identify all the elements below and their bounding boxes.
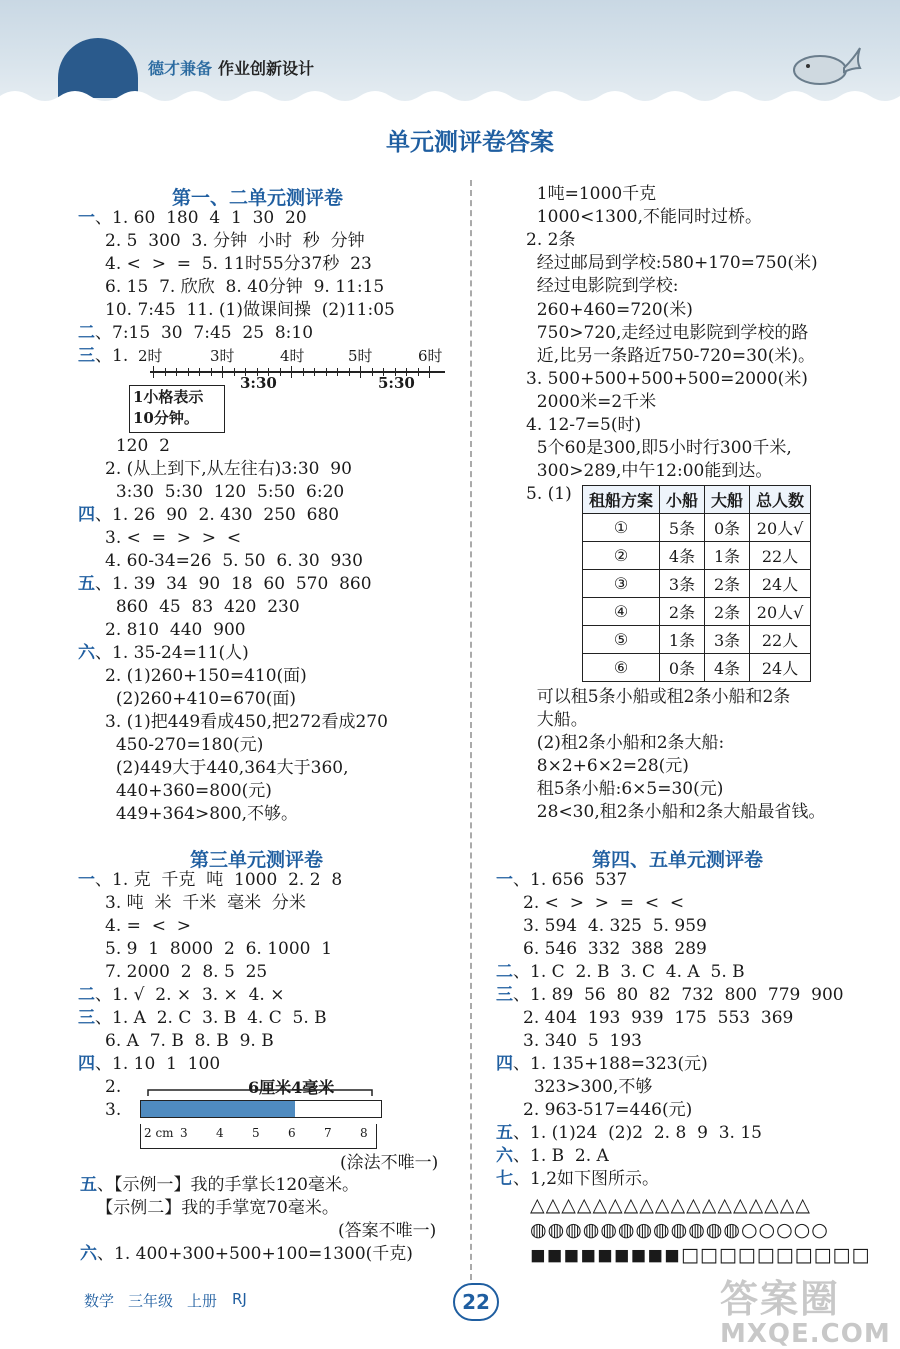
answer-text: 2. 963-517=446(元) <box>496 1100 693 1120</box>
answer-text: 、1. <box>95 346 129 366</box>
answer-line <box>80 1197 339 1220</box>
timeline-label: 5时 <box>348 347 373 365</box>
answer-line: 3. 500+500+500+500=2000(米) <box>526 368 808 389</box>
answer-line <box>78 711 388 734</box>
answer-line <box>78 458 352 481</box>
answer-line <box>78 299 395 322</box>
table-row <box>583 570 811 598</box>
timeline-minor-tick <box>176 368 177 376</box>
answer-line <box>78 322 313 345</box>
footer-volume: 上册 <box>187 1292 218 1310</box>
question-number: 二 <box>496 962 513 982</box>
timeline-minor-tick <box>211 368 212 376</box>
timeline-minor-tick <box>349 368 350 376</box>
answer-text: 、1. (1)24 (2)2 2. 8 9 3. 15 <box>513 1123 762 1143</box>
answer-line <box>496 1007 793 1030</box>
answer-line <box>78 734 263 757</box>
answer-text: 、1. A 2. C 3. B 4. C 5. B <box>95 1008 327 1028</box>
answer-text: 860 45 83 420 230 <box>78 597 300 617</box>
answer-line <box>78 1030 274 1053</box>
table-cell: 2条 <box>705 570 750 598</box>
answer-text: 120 2 <box>78 436 170 456</box>
timeline-minor-tick <box>188 368 189 376</box>
ruler-bracket <box>146 1086 376 1098</box>
answer-line <box>78 435 170 458</box>
ruler-length-label: 6厘米4毫米 <box>248 1078 335 1097</box>
answer-text: 3:30 5:30 120 5:50 6:20 <box>78 482 345 502</box>
question-number: 一 <box>496 870 513 890</box>
answer-line <box>78 803 298 826</box>
answer-text: 3. 吨 米 千米 毫米 分米 <box>78 893 306 913</box>
table-cell: 24人 <box>750 654 811 682</box>
footer-edition: RJ <box>232 1290 247 1308</box>
answer-line <box>80 1243 413 1266</box>
table-cell: 22人 <box>750 626 811 654</box>
table-header: 租船方案 <box>583 486 660 514</box>
answer-line <box>496 1030 642 1053</box>
answer-line: 300>289,中午12:00能到达。 <box>526 461 773 482</box>
note-answer-not-unique: (答案不唯一) <box>338 1221 437 1241</box>
answer-line <box>78 1053 220 1076</box>
answer-line: 大船。 <box>526 710 588 730</box>
question-number: 六 <box>80 1244 97 1264</box>
watermark: 答案圈 MXQE.COM <box>720 1277 891 1349</box>
answer-line <box>78 869 342 892</box>
answer-line <box>78 915 191 938</box>
timeline-minor-tick <box>280 368 281 376</box>
answer-line <box>496 961 745 984</box>
table-header: 总人数 <box>750 486 811 514</box>
boat-rental-table <box>582 485 811 682</box>
timeline-minor-tick <box>372 368 373 376</box>
question-number: 六 <box>496 1146 513 1166</box>
table-cell: 4条 <box>705 654 750 682</box>
section-title-unit-1-2: 第一、二单元测评卷 <box>172 187 344 209</box>
answer-line <box>78 984 284 1007</box>
timeline-label: 3时 <box>210 347 235 365</box>
table-cell: 3条 <box>705 626 750 654</box>
triangle-row: △△△△△△△△△△△△△△△△△△ <box>530 1194 812 1216</box>
question-number: 五 <box>496 1123 513 1143</box>
table-cell: 0条 <box>705 514 750 542</box>
answer-line <box>496 1053 708 1076</box>
answer-line: 5个60是300,即5小时行300千米, <box>526 438 792 459</box>
answer-line: 经过电影院到学校: <box>526 276 679 297</box>
answer-line: 近,比另一条路近750-720=30(米)。 <box>526 345 815 366</box>
answer-line: 1000<1300,不能同时过桥。 <box>526 207 762 228</box>
table-cell: ⑤ <box>583 626 660 654</box>
timeline-axis <box>150 371 445 373</box>
answer-line <box>78 345 128 368</box>
answer-line <box>78 688 296 711</box>
table-cell: 20人√ <box>750 514 811 542</box>
timeline-label: 4时 <box>280 347 305 365</box>
ruler-mark: 5 <box>252 1126 260 1140</box>
table-cell: 3条 <box>660 570 705 598</box>
table-cell: ② <box>583 542 660 570</box>
waves-decoration <box>0 82 900 105</box>
answer-line <box>80 1174 359 1197</box>
timeline-minor-tick <box>199 368 200 376</box>
answer-text: 6. 546 332 388 289 <box>496 939 707 959</box>
answer-text: 、【示例一】我的手掌长120毫米。 <box>97 1175 359 1195</box>
column-divider <box>470 180 472 1280</box>
page-title: 单元测评卷答案 <box>386 128 554 156</box>
timeline-minor-tick <box>165 368 166 376</box>
answer-text: 、1. 39 34 90 18 60 570 860 <box>95 574 372 594</box>
timeline-minor-tick <box>418 368 419 376</box>
answer-text: (2)260+410=670(面) <box>78 689 297 709</box>
answer-text: 2. 810 440 900 <box>78 620 246 640</box>
question-number: 三 <box>78 346 95 366</box>
answer-line <box>78 596 300 619</box>
ruler-mark: 7 <box>324 1126 332 1140</box>
question-number: 六 <box>78 643 95 663</box>
table-header: 大船 <box>705 486 750 514</box>
answer-line: 750>720,走经过电影院到学校的路 <box>526 322 809 343</box>
timeline-major-tick <box>153 366 154 378</box>
answer-line <box>496 1145 609 1168</box>
table-row <box>583 598 811 626</box>
ruler-mark: 2 cm <box>144 1126 174 1140</box>
question-number: 七 <box>496 1169 513 1189</box>
answer-line <box>78 504 339 527</box>
answer-text: (2)449大于440,364大于360, <box>78 758 349 778</box>
ruler-bar <box>140 1100 382 1118</box>
timeline-major-tick <box>429 366 430 378</box>
question-number: 四 <box>78 505 95 525</box>
answer-line <box>78 276 384 299</box>
answer-line <box>78 230 365 253</box>
answer-line <box>496 1168 659 1191</box>
answer-text: 2. (从上到下,从左往右)3:30 90 <box>78 459 352 479</box>
answer-line <box>78 1007 327 1030</box>
question-number: 二 <box>78 985 95 1005</box>
answer-text: 3. <box>78 1100 122 1120</box>
timeline-minor-tick <box>303 368 304 376</box>
timeline-minor-tick <box>326 368 327 376</box>
ruler-mark: 8 <box>360 1126 368 1140</box>
answer-line: 4. 12-7=5(时) <box>526 415 642 435</box>
answer-text: 440+360=800(元) <box>78 781 272 801</box>
ruler-shaded <box>141 1101 295 1117</box>
answer-line: (2)租2条小船和2条大船: <box>526 733 725 753</box>
answer-line <box>496 869 627 892</box>
answer-text: 449+364>800,不够。 <box>78 804 299 824</box>
question-number: 五 <box>80 1175 97 1195</box>
brand-title: 德才兼备 作业创新设计 <box>148 59 315 78</box>
question-number: 三 <box>78 1008 95 1028</box>
answer-line <box>78 550 363 573</box>
ruler-mark: 6 <box>288 1126 296 1140</box>
timeline-minor-tick <box>314 368 315 376</box>
timeline-major-tick <box>291 366 292 378</box>
square-row: ◼◼◼◼◼◼◼◼◼□□□□□□□□□□ <box>530 1244 871 1266</box>
answer-line <box>496 915 707 938</box>
answer-line <box>78 938 332 961</box>
answer-text: 6. A 7. B 8. B 9. B <box>78 1031 274 1051</box>
answer-text: 5. 9 1 8000 2 6. 1000 1 <box>78 939 333 959</box>
answer-text: 4. = < > <box>78 916 191 936</box>
answer-text: 、1. 400+300+500+100=1300(千克) <box>97 1244 413 1264</box>
timeline-minor-tick <box>234 368 235 376</box>
question-number: 二 <box>78 323 95 343</box>
timeline-label: 2时 <box>138 347 163 365</box>
question-number: 五 <box>78 574 95 594</box>
answer-line <box>496 892 684 915</box>
answer-line <box>496 1076 652 1099</box>
table-cell: 24人 <box>750 570 811 598</box>
table-row <box>583 626 811 654</box>
answer-line <box>78 619 246 642</box>
answer-line <box>78 961 267 984</box>
answer-line <box>78 1099 121 1122</box>
answer-text: 【示例二】我的手掌宽70毫米。 <box>80 1198 339 1218</box>
table-cell: ③ <box>583 570 660 598</box>
answer-line <box>78 1076 121 1099</box>
answer-text: 10. 7:45 11. (1)做课间操 (2)11:05 <box>78 300 395 320</box>
answer-line: 28<30,租2条小船和2条大船最省钱。 <box>526 802 826 822</box>
footer-subject: 数学 <box>84 1292 115 1310</box>
answer-line: 8×2+6×2=28(元) <box>526 756 689 776</box>
answer-text: 2. 5 300 3. 分钟 小时 秒 分钟 <box>78 231 365 251</box>
circle-row: ◍◍◍◍◍◍◍◍◍◍◍◍○○○○○ <box>530 1219 829 1241</box>
question-number: 四 <box>496 1054 513 1074</box>
answer-line <box>78 642 249 665</box>
answer-line <box>78 665 307 688</box>
table-cell: 1条 <box>660 626 705 654</box>
answer-line <box>78 253 372 276</box>
table-cell: 2条 <box>660 598 705 626</box>
table-cell: ⑥ <box>583 654 660 682</box>
answer-line: 经过邮局到学校:580+170=750(米) <box>526 253 818 274</box>
answer-line <box>78 780 272 803</box>
answer-line <box>78 757 349 780</box>
timeline-major-tick <box>222 366 223 378</box>
answer-text: 4. 60-34=26 5. 50 6. 30 930 <box>78 551 363 571</box>
section-title-unit-4-5: 第四、五单元测评卷 <box>592 849 764 871</box>
table-cell: 20人√ <box>750 598 811 626</box>
answer-text: 2. <box>78 1077 122 1097</box>
answer-line: 5. (1) <box>526 484 572 505</box>
ruler-mark: 4 <box>216 1126 224 1140</box>
answer-text: 、1. 135+188=323(元) <box>513 1054 708 1074</box>
table-row <box>583 514 811 542</box>
ruler-mark: 3 <box>180 1126 188 1140</box>
table-cell: 2条 <box>705 598 750 626</box>
answer-text: 、1. 26 90 2. 430 250 680 <box>95 505 340 525</box>
table-cell: 1条 <box>705 542 750 570</box>
answer-text: 2. < > > = < < <box>496 893 685 913</box>
answer-line <box>78 481 344 504</box>
table-cell: 0条 <box>660 654 705 682</box>
answer-text: 、1. B 2. A <box>513 1146 609 1166</box>
table-cell: ④ <box>583 598 660 626</box>
timeline-marker-label: 5:30 <box>378 374 415 392</box>
answer-line <box>496 938 707 961</box>
timeline-minor-tick <box>337 368 338 376</box>
table-cell: 22人 <box>750 542 811 570</box>
table-cell: ① <box>583 514 660 542</box>
answer-text: 4. < > = 5. 11时55分37秒 23 <box>78 254 372 274</box>
answer-line: 2. 2条 <box>526 230 576 251</box>
answer-line: 租5条小船:6×5=30(元) <box>526 779 724 799</box>
table-cell: 5条 <box>660 514 705 542</box>
answer-line <box>496 984 844 1007</box>
answer-line <box>78 892 306 915</box>
header-banner <box>0 0 900 105</box>
footer-grade: 三年级 <box>128 1292 174 1310</box>
table-row <box>583 542 811 570</box>
question-number: 一 <box>78 870 95 890</box>
whale-icon <box>790 44 862 86</box>
answer-text: 、1. 克 千克 吨 1000 2. 2 8 <box>95 870 343 890</box>
question-number: 一 <box>78 208 95 228</box>
table-row <box>583 654 811 682</box>
table-header: 小船 <box>660 486 705 514</box>
question-number: 四 <box>78 1054 95 1074</box>
answer-text: 、7:15 30 7:45 25 8:10 <box>95 323 314 343</box>
answer-line: 260+460=720(米) <box>526 299 693 320</box>
timeline-major-tick <box>360 366 361 378</box>
answer-line <box>78 207 307 230</box>
answer-text: 3. (1)把449看成450,把272看成270 <box>78 712 388 732</box>
answer-text: 323>300,不够 <box>496 1077 653 1097</box>
answer-text: 3. < = > > < <box>78 528 242 548</box>
answer-text: 、1. 656 537 <box>513 870 628 890</box>
question-number: 三 <box>496 985 513 1005</box>
answer-line <box>496 1099 692 1122</box>
answer-text: 2. (1)260+150=410(面) <box>78 666 307 686</box>
answer-text: 、1,2如下图所示。 <box>513 1169 660 1189</box>
timeline-marker-label: 3:30 <box>240 374 277 392</box>
section-title-unit-3: 第三单元测评卷 <box>190 849 324 871</box>
note-not-unique: (涂法不唯一) <box>340 1153 439 1173</box>
answer-line <box>496 1122 762 1145</box>
answer-text: 6. 15 7. 欣欣 8. 40分钟 9. 11:15 <box>78 277 385 297</box>
answer-text: 450-270=180(元) <box>78 735 264 755</box>
answer-text: 、1. C 2. B 3. C 4. A 5. B <box>513 962 745 982</box>
answer-text: 3. 340 5 193 <box>496 1031 642 1051</box>
answer-line <box>78 527 241 550</box>
answer-text: 3. 594 4. 325 5. 959 <box>496 916 707 936</box>
answer-text: 、1. 10 1 100 <box>95 1054 221 1074</box>
timeline-label: 6时 <box>418 347 443 365</box>
timeline-callout: 1小格表示10分钟。 <box>129 385 225 433</box>
answer-line: 2000米=2千米 <box>526 391 657 412</box>
answer-text: 2. 404 193 939 175 553 369 <box>496 1008 794 1028</box>
answer-line: 可以租5条小船或租2条小船和2条 <box>526 687 791 707</box>
answer-line <box>78 573 372 596</box>
answer-line: 1吨=1000千克 <box>526 184 657 204</box>
page-number: 22 <box>453 1283 499 1321</box>
answer-text: 、1. √ 2. × 3. × 4. × <box>95 985 285 1005</box>
answer-text: 、1. 89 56 80 82 732 800 779 900 <box>513 985 844 1005</box>
answer-text: 、1. 60 180 4 1 30 20 <box>95 208 307 228</box>
answer-text: 7. 2000 2 8. 5 25 <box>78 962 268 982</box>
table-cell: 4条 <box>660 542 705 570</box>
answer-text: 、1. 35-24=11(人) <box>95 643 249 663</box>
